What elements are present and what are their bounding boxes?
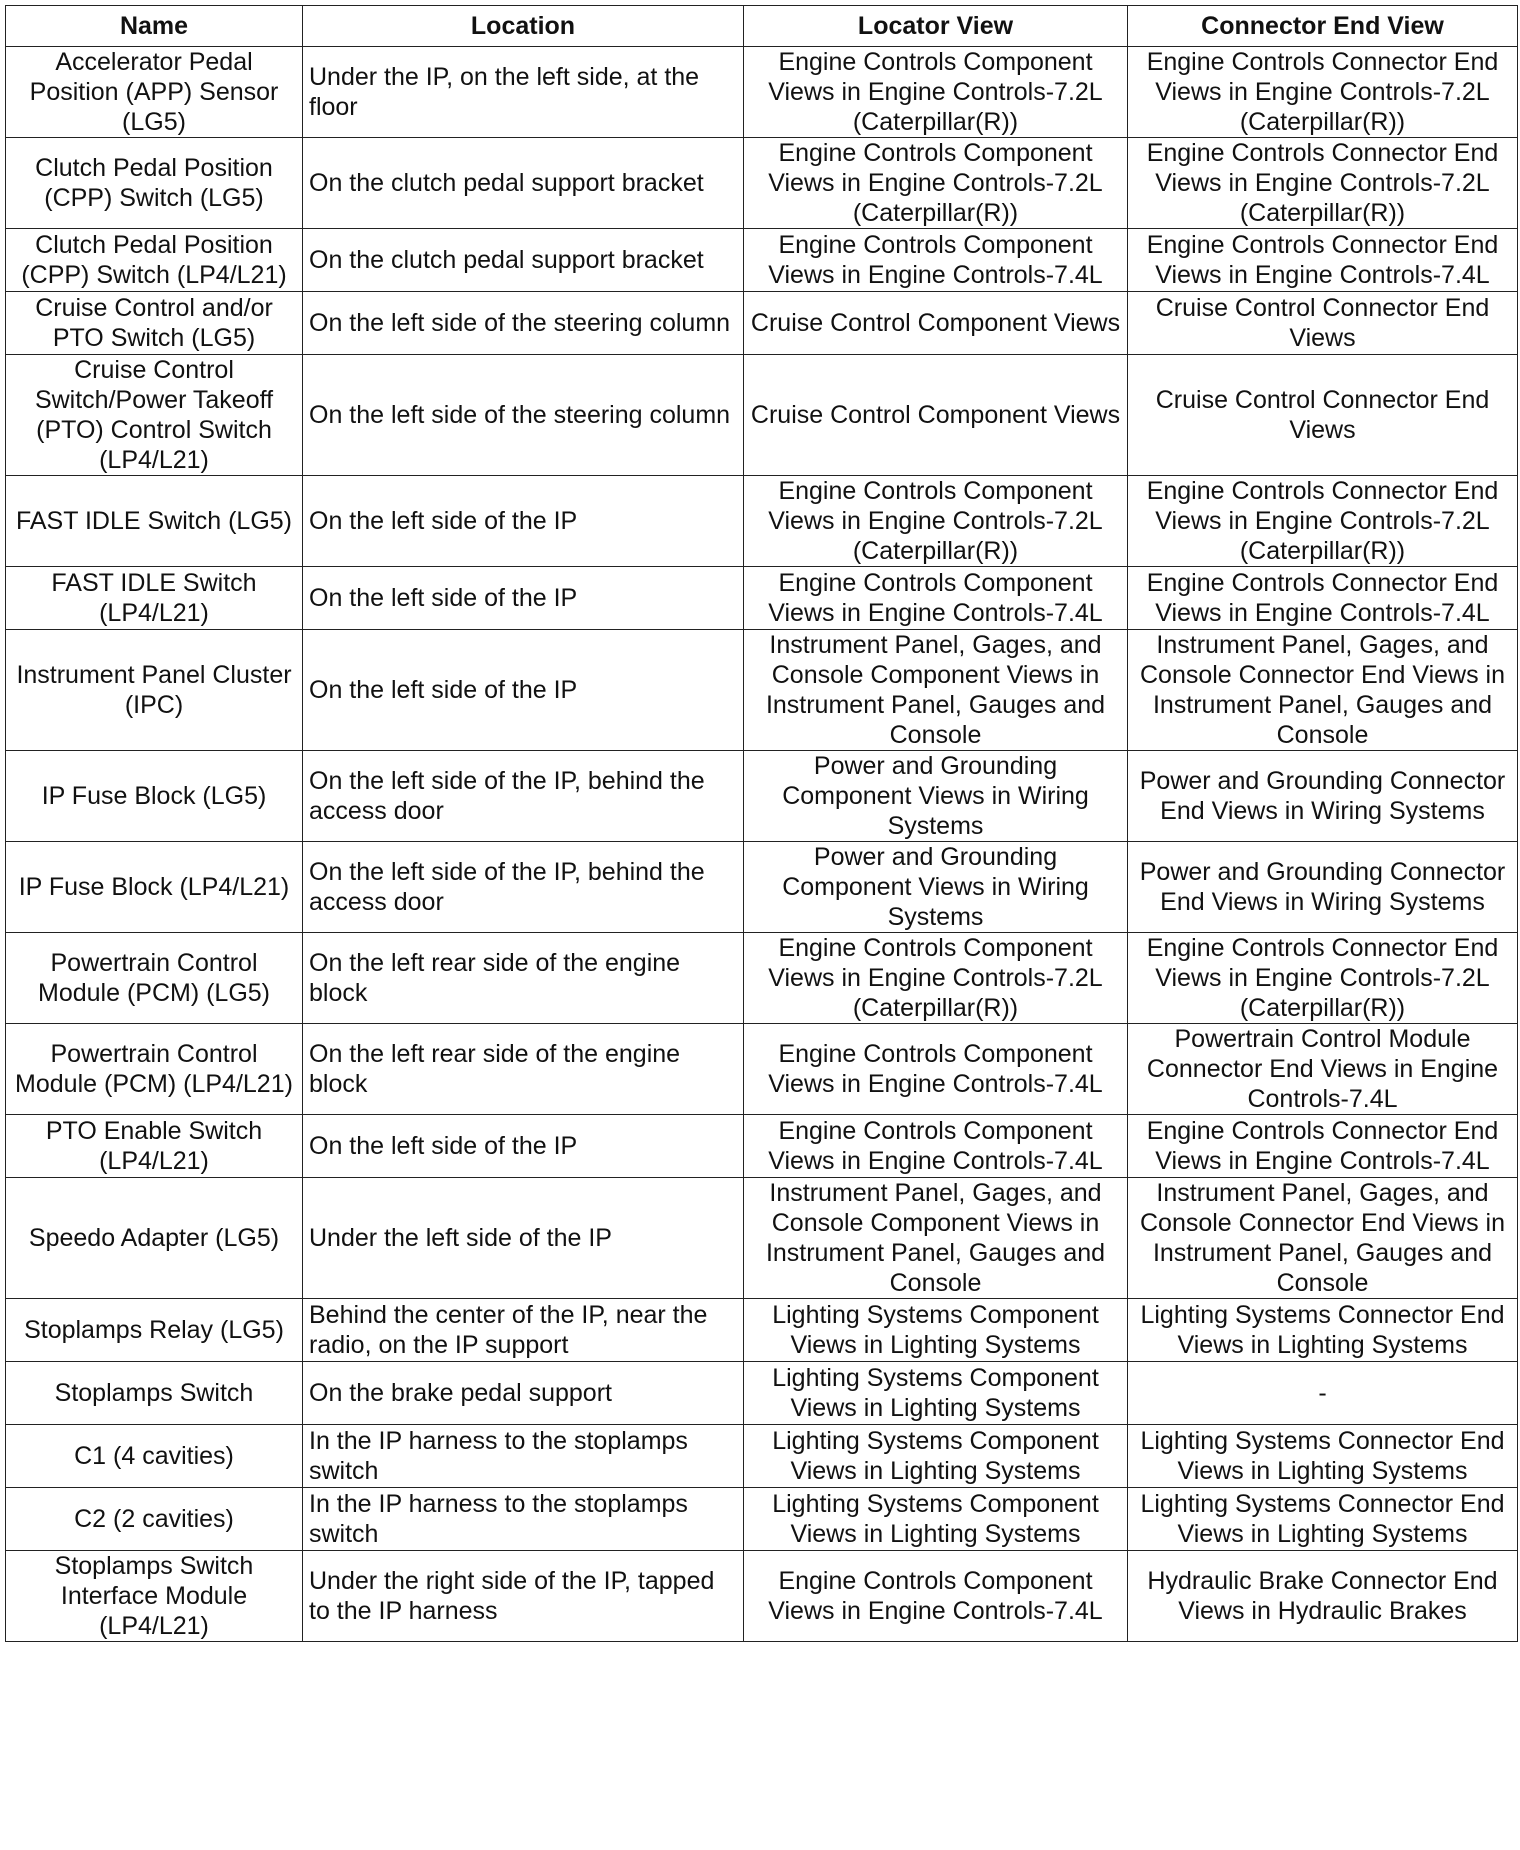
cell-locator-view: Engine Controls Component Views in Engine Controls-7.4L (744, 1551, 1128, 1642)
cell-location: On the brake pedal support (303, 1362, 744, 1425)
table-row (6, 292, 1518, 355)
table-row (6, 355, 1518, 476)
cell-connector-end-view: Instrument Panel, Gages, and Console Connector End Views in Instrument Panel, Gauges and Console (1128, 630, 1518, 751)
cell-location: On the clutch pedal support bracket (303, 138, 744, 229)
cell-name: Clutch Pedal Position (CPP) Switch (LG5) (6, 138, 303, 229)
cell-location: Under the left side of the IP (303, 1178, 744, 1299)
cell-locator-view: Engine Controls Component Views in Engine Controls-7.4L (744, 567, 1128, 630)
table-row (6, 1024, 1518, 1115)
cell-location: On the left side of the steering column (303, 355, 744, 476)
header-locator-view: Locator View (744, 6, 1128, 47)
cell-location: In the IP harness to the stoplamps switch (303, 1425, 744, 1488)
cell-location: On the left side of the steering column (303, 292, 744, 355)
cell-location: On the left side of the IP, behind the access door (303, 842, 744, 933)
cell-location: On the left rear side of the engine block (303, 933, 744, 1024)
table-row (6, 229, 1518, 292)
cell-location: Under the right side of the IP, tapped to the IP harness (303, 1551, 744, 1642)
cell-locator-view: Engine Controls Component Views in Engine Controls-7.4L (744, 1115, 1128, 1178)
table-row (6, 47, 1518, 138)
cell-location: On the left rear side of the engine block (303, 1024, 744, 1115)
cell-locator-view: Power and Grounding Component Views in Wiring Systems (744, 842, 1128, 933)
cell-name: Instrument Panel Cluster (IPC) (6, 630, 303, 751)
table-row (6, 1425, 1518, 1488)
cell-locator-view: Engine Controls Component Views in Engine Controls-7.4L (744, 1024, 1128, 1115)
cell-connector-end-view: Engine Controls Connector End Views in Engine Controls-7.4L (1128, 567, 1518, 630)
cell-location: Under the IP, on the left side, at the floor (303, 47, 744, 138)
table-row (6, 630, 1518, 751)
cell-locator-view: Instrument Panel, Gages, and Console Component Views in Instrument Panel, Gauges and Console (744, 1178, 1128, 1299)
cell-name: Stoplamps Relay (LG5) (6, 1299, 303, 1362)
cell-connector-end-view: Engine Controls Connector End Views in Engine Controls-7.2L (Caterpillar(R)) (1128, 138, 1518, 229)
table-row (6, 1299, 1518, 1362)
table-row (6, 1551, 1518, 1642)
cell-location: On the left side of the IP (303, 1115, 744, 1178)
cell-connector-end-view: Instrument Panel, Gages, and Console Connector End Views in Instrument Panel, Gauges and Console (1128, 1178, 1518, 1299)
cell-locator-view: Cruise Control Component Views (744, 292, 1128, 355)
cell-location: In the IP harness to the stoplamps switch (303, 1488, 744, 1551)
table-row (6, 138, 1518, 229)
cell-name: Cruise Control Switch/Power Takeoff (PTO) Control Switch (LP4/L21) (6, 355, 303, 476)
header-connector-end-view: Connector End View (1128, 6, 1518, 47)
cell-name: IP Fuse Block (LP4/L21) (6, 842, 303, 933)
cell-name: Cruise Control and/or PTO Switch (LG5) (6, 292, 303, 355)
cell-connector-end-view: Lighting Systems Connector End Views in Lighting Systems (1128, 1488, 1518, 1551)
table-row (6, 1362, 1518, 1425)
header-location: Location (303, 6, 744, 47)
cell-connector-end-view: Cruise Control Connector End Views (1128, 355, 1518, 476)
cell-name: FAST IDLE Switch (LG5) (6, 476, 303, 567)
table-row (6, 1488, 1518, 1551)
cell-name: Powertrain Control Module (PCM) (LP4/L21) (6, 1024, 303, 1115)
cell-locator-view: Engine Controls Component Views in Engine Controls-7.2L (Caterpillar(R)) (744, 47, 1128, 138)
cell-location: On the left side of the IP, behind the access door (303, 751, 744, 842)
cell-location: On the left side of the IP (303, 630, 744, 751)
cell-locator-view: Lighting Systems Component Views in Lighting Systems (744, 1425, 1128, 1488)
cell-name: Powertrain Control Module (PCM) (LG5) (6, 933, 303, 1024)
component-locator-table (5, 5, 1518, 1642)
cell-locator-view: Engine Controls Component Views in Engine Controls-7.2L (Caterpillar(R)) (744, 138, 1128, 229)
cell-locator-view: Engine Controls Component Views in Engine Controls-7.4L (744, 229, 1128, 292)
table-row (6, 476, 1518, 567)
cell-location: On the left side of the IP (303, 567, 744, 630)
cell-locator-view: Lighting Systems Component Views in Lighting Systems (744, 1362, 1128, 1425)
table-header (6, 6, 1518, 47)
cell-name: Stoplamps Switch Interface Module (LP4/L21) (6, 1551, 303, 1642)
cell-connector-end-view: - (1128, 1362, 1518, 1425)
cell-connector-end-view: Engine Controls Connector End Views in Engine Controls-7.2L (Caterpillar(R)) (1128, 476, 1518, 567)
header-name: Name (6, 6, 303, 47)
cell-name: IP Fuse Block (LG5) (6, 751, 303, 842)
cell-connector-end-view: Lighting Systems Connector End Views in Lighting Systems (1128, 1299, 1518, 1362)
cell-connector-end-view: Engine Controls Connector End Views in Engine Controls-7.2L (Caterpillar(R)) (1128, 47, 1518, 138)
cell-name: Stoplamps Switch (6, 1362, 303, 1425)
cell-connector-end-view: Engine Controls Connector End Views in Engine Controls-7.2L (Caterpillar(R)) (1128, 933, 1518, 1024)
cell-name: Accelerator Pedal Position (APP) Sensor (LG5) (6, 47, 303, 138)
cell-locator-view: Instrument Panel, Gages, and Console Component Views in Instrument Panel, Gauges and Console (744, 630, 1128, 751)
cell-name: Clutch Pedal Position (CPP) Switch (LP4/L21) (6, 229, 303, 292)
cell-locator-view: Cruise Control Component Views (744, 355, 1128, 476)
cell-connector-end-view: Cruise Control Connector End Views (1128, 292, 1518, 355)
cell-name: FAST IDLE Switch (LP4/L21) (6, 567, 303, 630)
cell-locator-view: Power and Grounding Component Views in Wiring Systems (744, 751, 1128, 842)
table-row (6, 842, 1518, 933)
cell-connector-end-view: Powertrain Control Module Connector End Views in Engine Controls-7.4L (1128, 1024, 1518, 1115)
cell-locator-view: Engine Controls Component Views in Engine Controls-7.2L (Caterpillar(R)) (744, 476, 1128, 567)
table-body (6, 47, 1518, 1642)
cell-name: C1 (4 cavities) (6, 1425, 303, 1488)
table-row (6, 1115, 1518, 1178)
cell-connector-end-view: Engine Controls Connector End Views in Engine Controls-7.4L (1128, 229, 1518, 292)
cell-location: On the left side of the IP (303, 476, 744, 567)
cell-connector-end-view: Power and Grounding Connector End Views in Wiring Systems (1128, 751, 1518, 842)
table-row (6, 933, 1518, 1024)
cell-connector-end-view: Lighting Systems Connector End Views in Lighting Systems (1128, 1425, 1518, 1488)
table-row (6, 751, 1518, 842)
cell-location: Behind the center of the IP, near the radio, on the IP support (303, 1299, 744, 1362)
cell-location: On the clutch pedal support bracket (303, 229, 744, 292)
cell-connector-end-view: Power and Grounding Connector End Views in Wiring Systems (1128, 842, 1518, 933)
cell-name: Speedo Adapter (LG5) (6, 1178, 303, 1299)
table-row (6, 1178, 1518, 1299)
cell-connector-end-view: Hydraulic Brake Connector End Views in Hydraulic Brakes (1128, 1551, 1518, 1642)
cell-name: C2 (2 cavities) (6, 1488, 303, 1551)
cell-connector-end-view: Engine Controls Connector End Views in Engine Controls-7.4L (1128, 1115, 1518, 1178)
cell-locator-view: Lighting Systems Component Views in Lighting Systems (744, 1299, 1128, 1362)
header-row (6, 6, 1518, 47)
table-row (6, 567, 1518, 630)
cell-locator-view: Lighting Systems Component Views in Lighting Systems (744, 1488, 1128, 1551)
component-locator-table-wrapper (5, 5, 1518, 1642)
cell-locator-view: Engine Controls Component Views in Engine Controls-7.2L (Caterpillar(R)) (744, 933, 1128, 1024)
cell-name: PTO Enable Switch (LP4/L21) (6, 1115, 303, 1178)
